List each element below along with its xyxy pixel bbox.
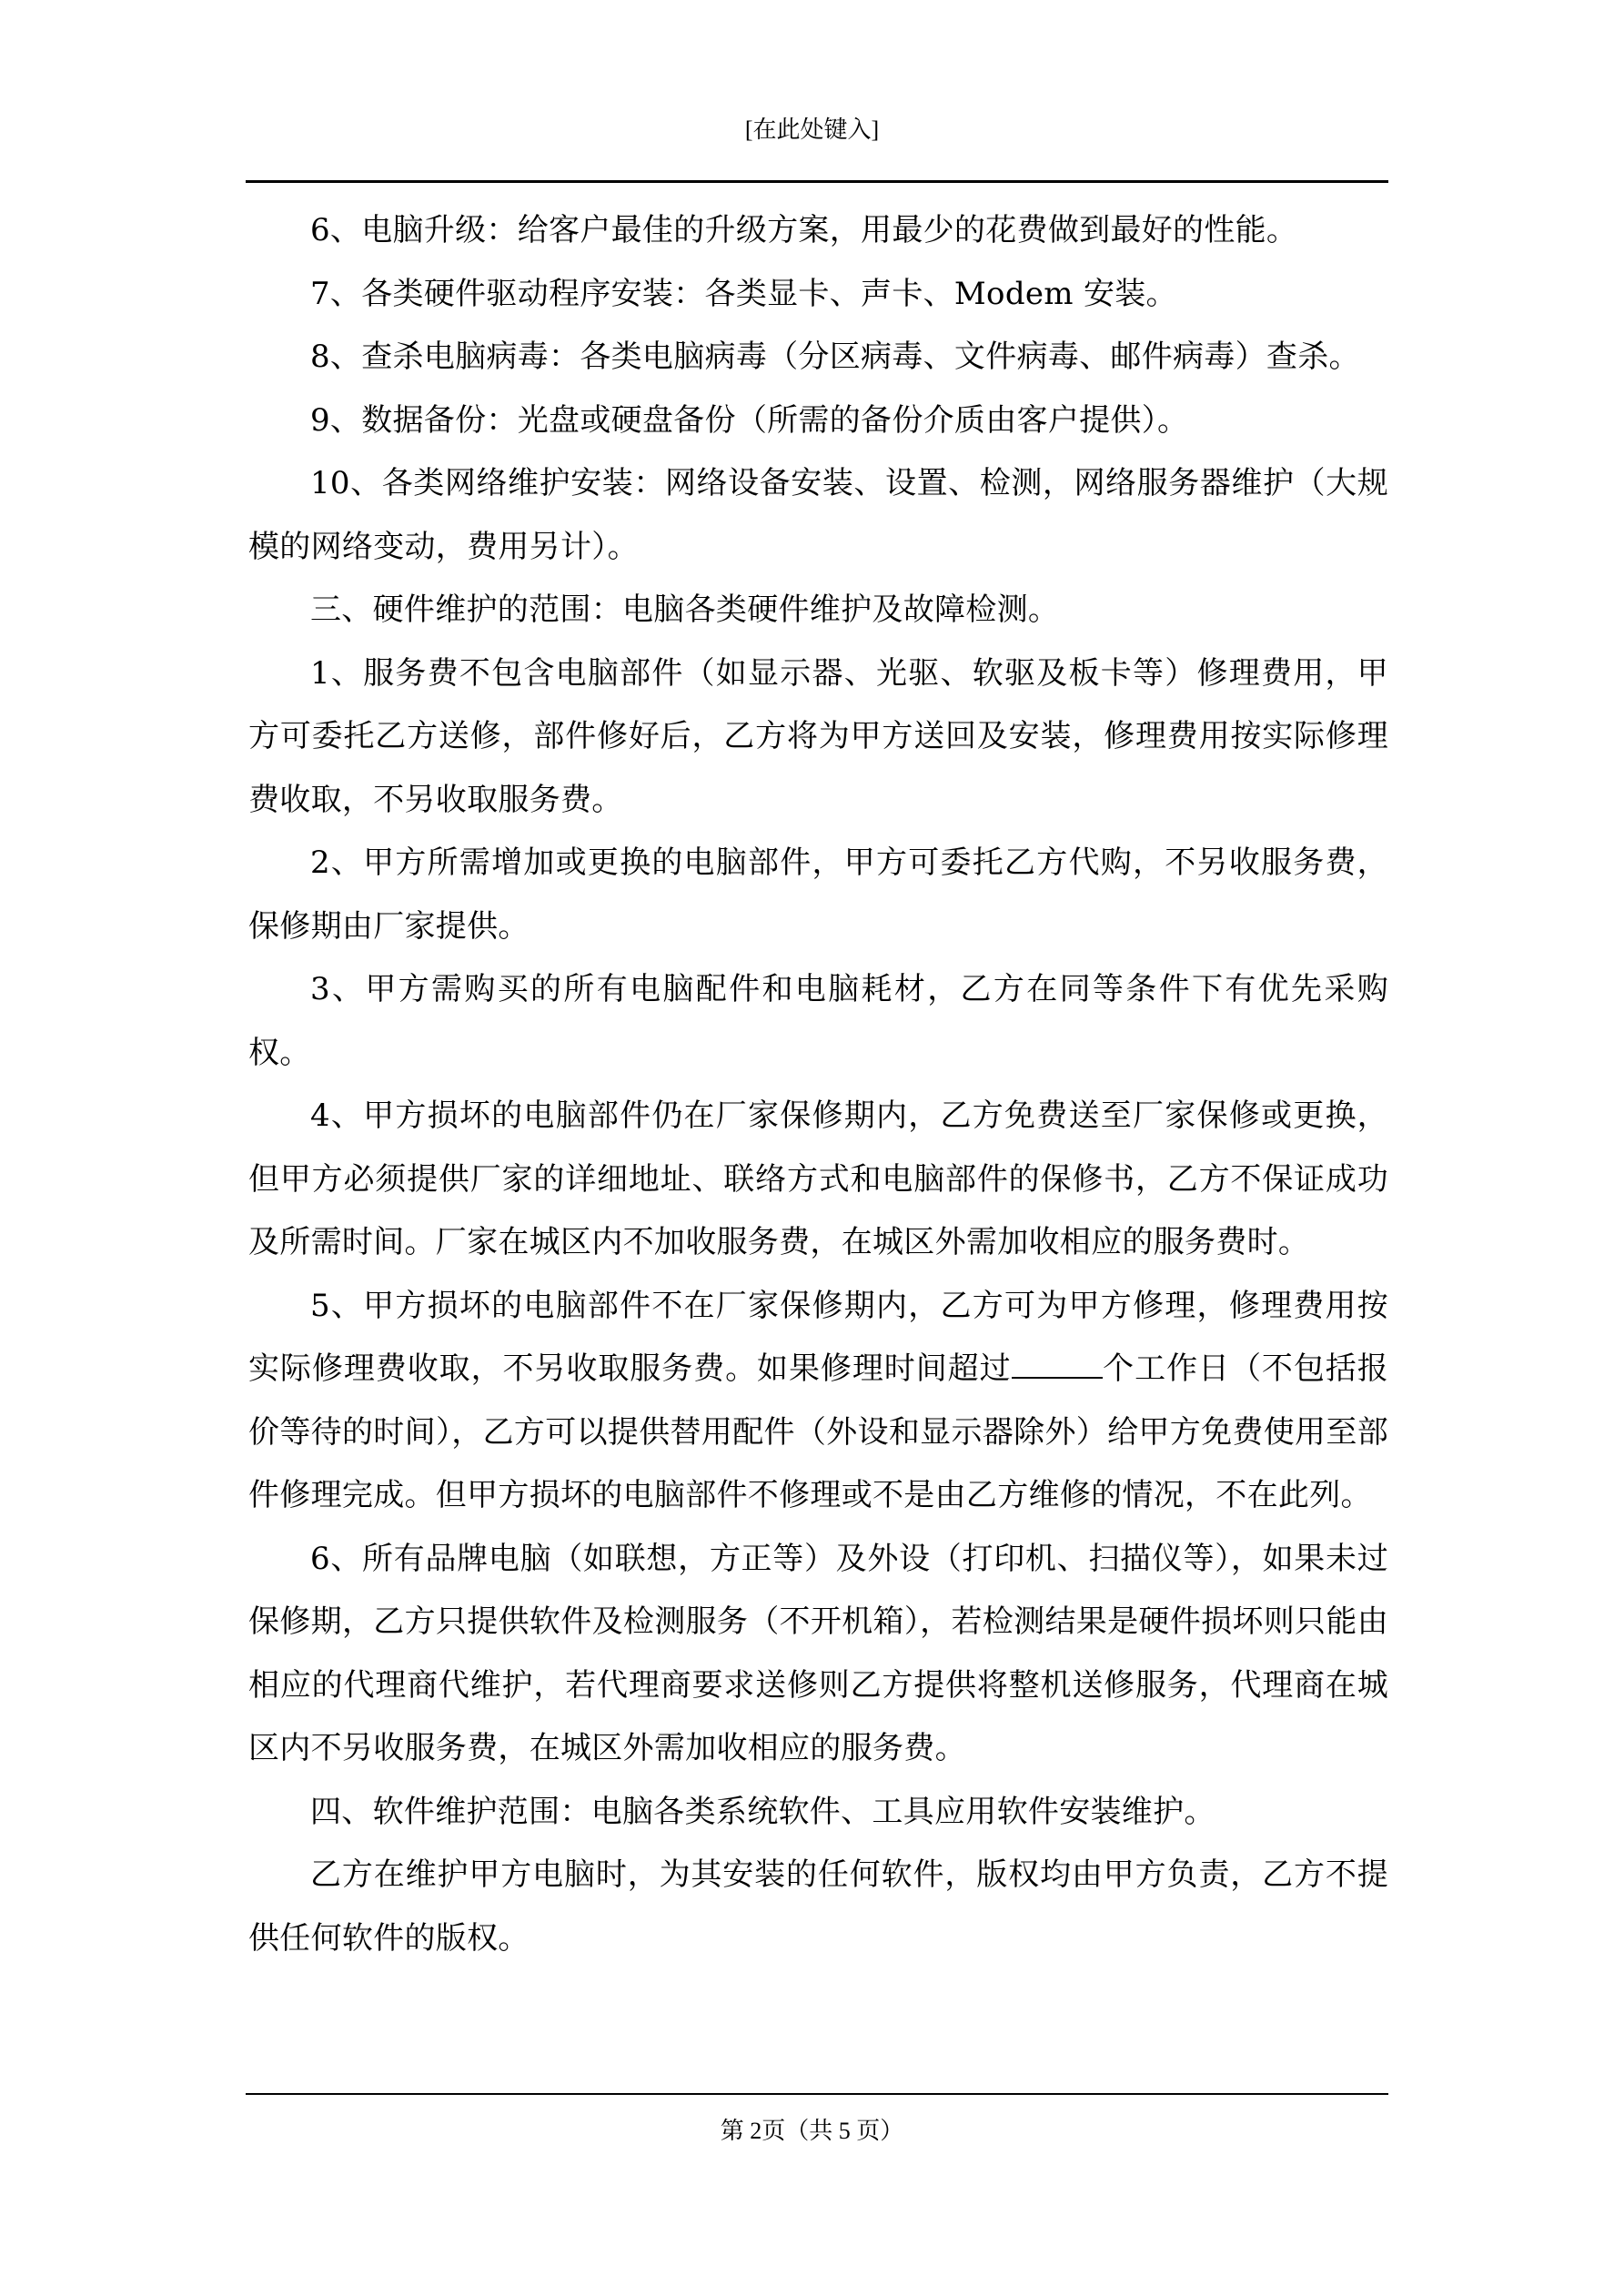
section-heading-hardware: 三、硬件维护的范围：电脑各类硬件维护及故障检测。	[310, 592, 1060, 628]
paragraph-hardware-clause-4: 4、甲方损坏的电脑部件仍在厂家保修期内，乙方免费送至厂家保修或更换，但甲方必须提供厂家的详细地址、联络方式和电脑部件的保修书，乙方不保证成功及所需时间。厂家在城区内不加收服务费，在城区外需加收相应的服务费时。	[248, 1097, 1388, 1260]
paragraph-software-copyright: 乙方在维护甲方电脑时，为其安装的任何软件，版权均由甲方负责，乙方不提供任何软件的版权。	[248, 1856, 1388, 1957]
paragraph-data-backup: 9、数据备份：光盘或硬盘备份（所需的备份介质由客户提供）。	[310, 401, 1189, 439]
page-footer: 第 2页（共 5 页）	[720, 2118, 904, 2144]
page-header: [在此处键入]	[744, 116, 880, 143]
header-divider	[246, 180, 1388, 183]
section-heading-software: 四、软件维护范围：电脑各类系统软件、工具应用软件安装维护。	[310, 1793, 1215, 1830]
workdays-blank-field[interactable]	[1012, 1351, 1103, 1379]
paragraph-upgrade: 6、电脑升级：给客户最佳的升级方案，用最少的花费做到最好的性能。	[310, 212, 1298, 248]
paragraph-hardware-clause-5	[248, 1275, 1388, 1528]
paragraph-hardware-clause-3: 3、甲方需购买的所有电脑配件和电脑耗材，乙方在同等条件下有优先采购权。	[248, 971, 1388, 1071]
clause-5-text-before: 5、甲方损坏的电脑部件不在厂家保修期内，乙方可为甲方修理，修理费用按实际修理费收取，不另收取服务费。如果修理时间超过	[248, 1287, 1388, 1387]
paragraph-hardware-clause-6: 6、所有品牌电脑（如联想，方正等）及外设（打印机、扫描仪等），如果未过保修期，乙方只提供软件及检测服务（不开机箱），若检测结果是硬件损坏则只能由相应的代理商代维护，若代理商要求送修则乙方提供将整机送修服务，代理商在城区内不另收服务费，在城区外需加收相应的服务费。	[248, 1540, 1388, 1766]
footer-divider	[246, 2093, 1388, 2095]
paragraph-network-maintenance: 10、各类网络维护安装：网络设备安装、设置、检测，网络服务器维护（大规模的网络变动，费用另计）。	[248, 465, 1388, 565]
paragraph-hardware-clause-2: 2、甲方所需增加或更换的电脑部件，甲方可委托乙方代购，不另收服务费，保修期由厂家提供。	[248, 845, 1388, 945]
clause-5-text-after: 个工作日（不包括报价等待的时间），乙方可以提供替用配件（外设和显示器除外）给甲方免费使用至部件修理完成。但甲方损坏的电脑部件不修理或不是由乙方维修的情况，不在此列。	[248, 1350, 1388, 1513]
paragraph-hardware-clause-1: 1、服务费不包含电脑部件（如显示器、光驱、软驱及板卡等）修理费用，甲方可委托乙方送修，部件修好后，乙方将为甲方送回及安装，修理费用按实际修理费收取，不另收取服务费。	[248, 654, 1388, 818]
document-body	[248, 199, 1388, 1970]
paragraph-driver-install: 7、各类硬件驱动程序安装：各类显卡、声卡、Modem 安装。	[310, 275, 1177, 312]
paragraph-antivirus: 8、查杀电脑病毒：各类电脑病毒（分区病毒、文件病毒、邮件病毒）查杀。	[310, 339, 1360, 375]
